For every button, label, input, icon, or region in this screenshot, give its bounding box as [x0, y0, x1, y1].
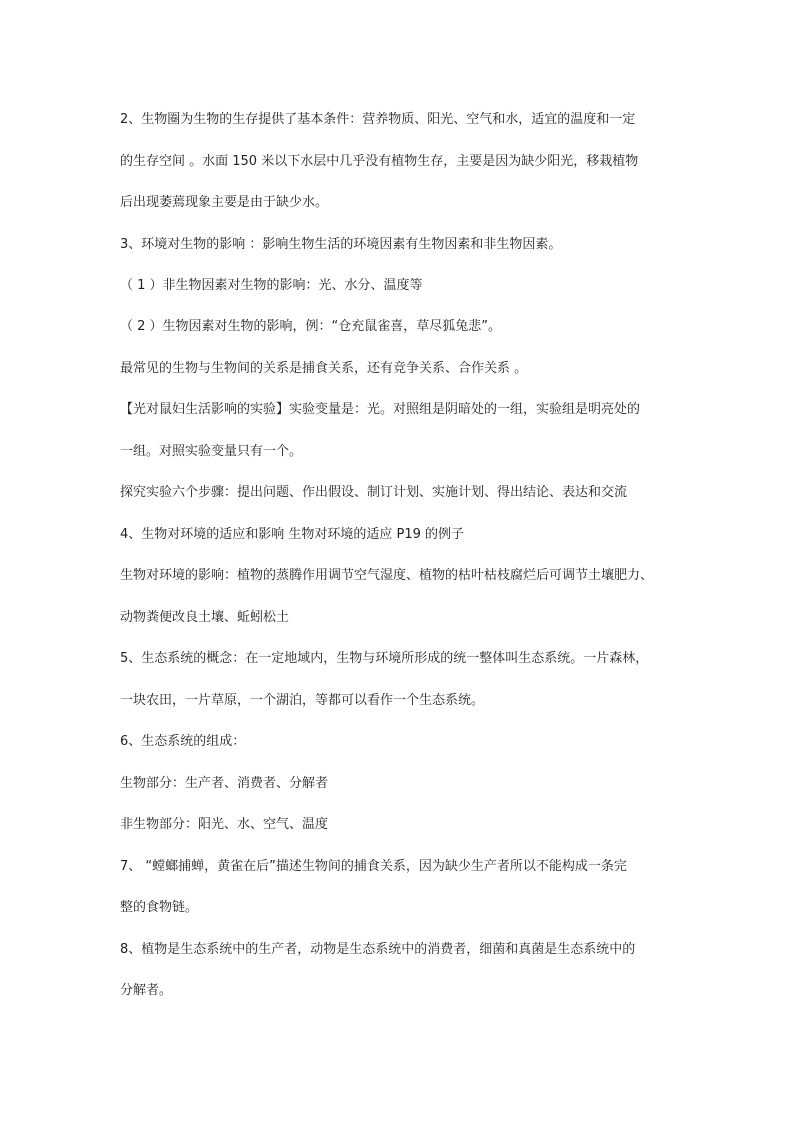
text-line: 探究实验六个步骤：提出问题、作出假设、制订计划、实施计划、得出结论、表达和交流	[120, 485, 628, 500]
text-line: 后出现萎蔫现象主要是由于缺少水。	[120, 195, 329, 210]
text-line: 4、生物对环境的适应和影响 生物对环境的适应 P19 的例子	[120, 527, 465, 542]
text-line: 【光对鼠妇生活影响的实验】实验变量是：光。对照组是阴暗处的一组，实验组是明亮处的	[120, 402, 641, 417]
text-line: 5、生态系统的概念：在一定地域内，生物与环境所形成的统一整体叫生态系统。一片森林，	[120, 651, 649, 666]
text-line: 2、生物圈为生物的生存提供了基本条件：营养物质、阳光、空气和水，适宜的温度和一定	[120, 112, 636, 127]
text-line: 8、植物是生态系统中的生产者，动物是生态系统中的消费者，细菌和真菌是生态系统中的	[120, 942, 636, 957]
text-line: 生物对环境的影响：植物的蒸腾作用调节空气湿度、植物的枯叶枯枝腐烂后可调节土壤肥力、	[120, 568, 654, 583]
text-line: 整的食物链。	[120, 900, 199, 915]
text-line: 非生物部分：阳光、水、空气、温度	[120, 817, 329, 832]
text-line: （ 2 ）生物因素对生物的影响，例：“仓充鼠雀喜，草尽狐兔悲”。	[120, 319, 502, 334]
text-line: 分解者。	[120, 983, 173, 998]
text-line: 6、生态系统的组成：	[120, 734, 246, 749]
text-line: （ 1 ）非生物因素对生物的影响：光、水分、温度等	[120, 278, 423, 293]
text-line: 7、 “螳螂捕蝉，黄雀在后”描述生物间的捕食关系，因为缺少生产者所以不能构成一条完	[120, 859, 627, 874]
text-line: 一块农田，一片草原，一个湖泊，等都可以看作一个生态系统。	[120, 693, 485, 708]
text-line: 动物粪便改良土壤、蚯蚓松土	[120, 610, 290, 625]
text-line: 一组。对照实验变量只有一个。	[120, 444, 303, 459]
text-line: 生物部分：生产者、消费者、分解者	[120, 776, 329, 791]
text-line: 3、环境对生物的影响 ：影响生物生活的环境因素有生物因素和非生物因素。	[120, 237, 562, 252]
text-line: 的生存空间 。水面 150 米以下水层中几乎没有植物生存，主要是因为缺少阳光，移栽植物	[120, 154, 639, 169]
text-line: 最常见的生物与生物间的关系是捕食关系，还有竞争关系、合作关系 。	[120, 361, 528, 376]
